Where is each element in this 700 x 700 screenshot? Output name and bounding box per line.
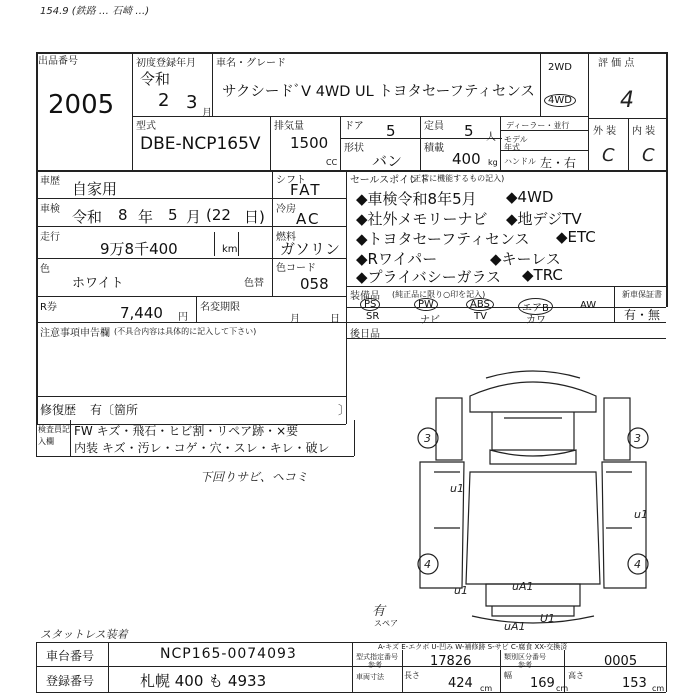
- class-number-ref: 参考: [518, 661, 532, 669]
- equipment-note: (純正品に限り○印を記入): [392, 290, 486, 299]
- name-change-day: 日: [330, 314, 340, 325]
- sales-point-5: ◆トヨタセーフティセンス: [356, 230, 530, 248]
- svg-text:3: 3: [424, 432, 431, 445]
- width-value: 169: [530, 676, 555, 691]
- handle-label: ハンドル: [504, 157, 536, 166]
- car-name-label: 車名・グレード: [216, 58, 286, 69]
- dealer-label: ディーラー・並行: [506, 121, 570, 130]
- inspection-month: 5: [168, 206, 178, 224]
- first-reg-label: 初度登録年月: [136, 58, 196, 69]
- equip-navi: ナビ: [420, 315, 440, 326]
- length-unit: cm: [480, 684, 493, 693]
- width-label: 幅: [504, 671, 512, 680]
- inspection-day-unit: 日): [244, 208, 265, 226]
- class-number-label: 類別区分番号: [504, 653, 546, 661]
- capacity-value: 5: [464, 122, 474, 140]
- repair-value: 有〔箇所: [90, 403, 139, 417]
- name-change-month: 月: [290, 314, 300, 325]
- svg-text:u1: u1: [454, 584, 468, 597]
- first-reg-era: 令和: [140, 70, 171, 88]
- svg-text:4: 4: [634, 558, 641, 571]
- mileage-value: 9万8千400: [100, 240, 178, 258]
- equip-airbag: エアB: [518, 298, 553, 315]
- equip-abs: ABS: [466, 298, 494, 311]
- color-value: ホワイト: [72, 276, 124, 291]
- sales-point-6: ◆ETC: [556, 228, 596, 246]
- type-designation-label: 型式指定番号: [356, 653, 398, 661]
- fuel-label: 燃料: [276, 232, 296, 243]
- equip-ps: PS: [360, 298, 380, 311]
- sales-point-3: ◆社外メモリーナビ: [356, 210, 488, 228]
- length-label: 長さ: [404, 671, 420, 680]
- body-notes: 下回りサビ、ヘコミ: [200, 470, 308, 484]
- car-name: サクシードﾞV 4WD UL トヨタセーフティセンス: [222, 84, 535, 100]
- handle-value: 左・右: [540, 156, 577, 170]
- sales-points-note: (正常に機能するもの記入): [410, 174, 505, 183]
- spare-label: スペア: [374, 619, 398, 628]
- lot-number: 2005: [48, 90, 115, 120]
- svg-text:U1: U1: [540, 612, 556, 625]
- type-designation-value: 17826: [430, 654, 472, 669]
- color-code: 058: [300, 275, 329, 293]
- svg-text:4: 4: [424, 558, 431, 571]
- first-reg-month-unit: 月: [202, 108, 212, 119]
- spare-tire-mark: 有: [372, 604, 386, 619]
- type-designation-ref: 参考: [368, 661, 382, 669]
- model-label: 型式: [136, 121, 156, 132]
- sales-point-4: ◆地デジTV: [506, 210, 582, 228]
- dimensions-label: 車両寸法: [356, 673, 384, 681]
- mileage-unit: km: [222, 244, 238, 255]
- height-label: 高さ: [568, 671, 584, 680]
- shift-value: FAT: [290, 181, 322, 199]
- svg-text:3: 3: [634, 432, 641, 445]
- svg-text:uA1: uA1: [512, 580, 534, 593]
- inspection-label: 車検: [40, 204, 60, 215]
- svg-text:u1: u1: [450, 482, 464, 495]
- exterior-value: C: [602, 145, 615, 166]
- warranty-value: 有・無: [624, 308, 661, 322]
- equipment-label: 装備品: [350, 291, 380, 302]
- equip-aw: AW: [580, 300, 597, 311]
- plate-value: 札幌 400 も 4933: [140, 672, 267, 690]
- inspection-year-unit: 年: [138, 208, 154, 226]
- inspection-month-unit: 月: [186, 208, 202, 226]
- height-value: 153: [622, 676, 647, 691]
- sales-point-2: ◆4WD: [506, 188, 554, 206]
- load-label: 積載: [424, 143, 444, 154]
- model-year-label: モデル年式: [504, 135, 528, 152]
- interior-label: 内 装: [632, 126, 656, 137]
- studless-note: スタットレス装着: [40, 628, 128, 641]
- aircon-value: AC: [296, 210, 321, 228]
- top-handwriting: 154.9 (鉄路 … 石崎 …): [40, 6, 150, 17]
- height-unit: cm: [652, 684, 665, 693]
- grade-label: 評 価 点: [598, 58, 635, 69]
- sales-points-label: セールスポイント: [350, 175, 430, 186]
- repair-end: 〕: [338, 403, 351, 417]
- inspector-row1: FW キズ・飛石・ヒビ割・リペア跡・×要: [74, 424, 299, 438]
- width-unit: cm: [556, 684, 569, 693]
- sales-point-1: ◆車検令和8年5月: [356, 190, 477, 208]
- notes-sub: (不具合内容は具体的に記入して下さい): [114, 327, 257, 336]
- class-number-value: 0005: [604, 654, 638, 669]
- shift-label: シフト: [276, 175, 306, 186]
- history-value: 自家用: [72, 180, 118, 198]
- chassis-label: 車台番号: [46, 649, 95, 663]
- load-value: 400: [452, 150, 481, 168]
- inspector-row2: 内装 キズ・汚レ・コゲ・穴・スレ・キレ・破レ: [74, 441, 330, 455]
- displacement-unit: CC: [326, 158, 338, 167]
- notes-label: 注意事項申告欄: [40, 328, 110, 339]
- load-unit: kg: [488, 158, 498, 167]
- displacement-value: 1500: [290, 134, 329, 152]
- drive-4wd: 4WD: [544, 94, 576, 107]
- aircon-label: 冷房: [276, 204, 296, 215]
- color-change-label: 色替: [244, 278, 264, 289]
- color-label: 色: [40, 264, 50, 275]
- svg-text:u1: u1: [634, 508, 648, 521]
- equip-sr: SR: [366, 311, 380, 322]
- sales-point-9: ◆プライバシーガラス: [356, 268, 502, 286]
- displacement-label: 排気量: [274, 121, 304, 132]
- post-sale-label: 後日品: [350, 329, 380, 340]
- sales-point-7: ◆Rワイパー: [356, 250, 438, 268]
- exterior-label: 外 装: [593, 126, 617, 137]
- lot-label: 出品番号: [38, 56, 78, 67]
- sales-point-10: ◆TRC: [522, 266, 563, 284]
- first-reg-month: 3: [186, 92, 198, 113]
- history-label: 車歴: [40, 176, 60, 187]
- fuel-value: ガソリン: [280, 240, 341, 258]
- grade-value: 4: [620, 88, 634, 113]
- capacity-label: 定員: [424, 121, 444, 132]
- equip-leather: カワ: [526, 315, 546, 326]
- mileage-label: 走行: [40, 232, 60, 243]
- chassis-value: NCP165-0074093: [160, 646, 297, 662]
- doors-label: ドア: [344, 121, 364, 132]
- inspection-day: (22: [206, 206, 231, 224]
- equip-pw: PW: [414, 298, 438, 311]
- inspection-year: 8: [118, 206, 128, 224]
- plate-label: 登録番号: [46, 674, 95, 688]
- equip-tv: TV: [474, 311, 487, 322]
- recycle-value: 7,440: [120, 304, 163, 322]
- repair-label: 修復歴: [40, 403, 77, 417]
- interior-value: C: [642, 145, 655, 166]
- length-value: 424: [448, 676, 473, 691]
- shape-label: 形状: [344, 143, 364, 154]
- car-diagram: [400, 368, 666, 640]
- drive-2wd: 2WD: [548, 62, 572, 73]
- svg-text:uA1: uA1: [504, 620, 526, 633]
- inspection-era: 令和: [72, 208, 103, 226]
- recycle-unit: 円: [178, 312, 188, 323]
- first-reg-year: 2: [158, 90, 170, 111]
- legend: A-キズ E-エクボ U-凹み W-補修跡 S-サビ C-腐食 XX-交換済: [378, 643, 568, 651]
- model-value: DBE-NCP165V: [140, 134, 261, 154]
- warranty-label: 新車保証書: [622, 290, 662, 299]
- sales-point-8: ◆キーレス: [490, 250, 561, 268]
- name-change-label: 名変期限: [200, 302, 240, 313]
- color-code-label: 色コード: [276, 263, 316, 274]
- inspector-label: 検査員記入欄: [38, 425, 70, 446]
- shape-value: バン: [372, 152, 403, 170]
- recycle-label: R券: [40, 302, 57, 313]
- doors-value: 5: [386, 122, 396, 140]
- capacity-unit: 人: [486, 132, 496, 143]
